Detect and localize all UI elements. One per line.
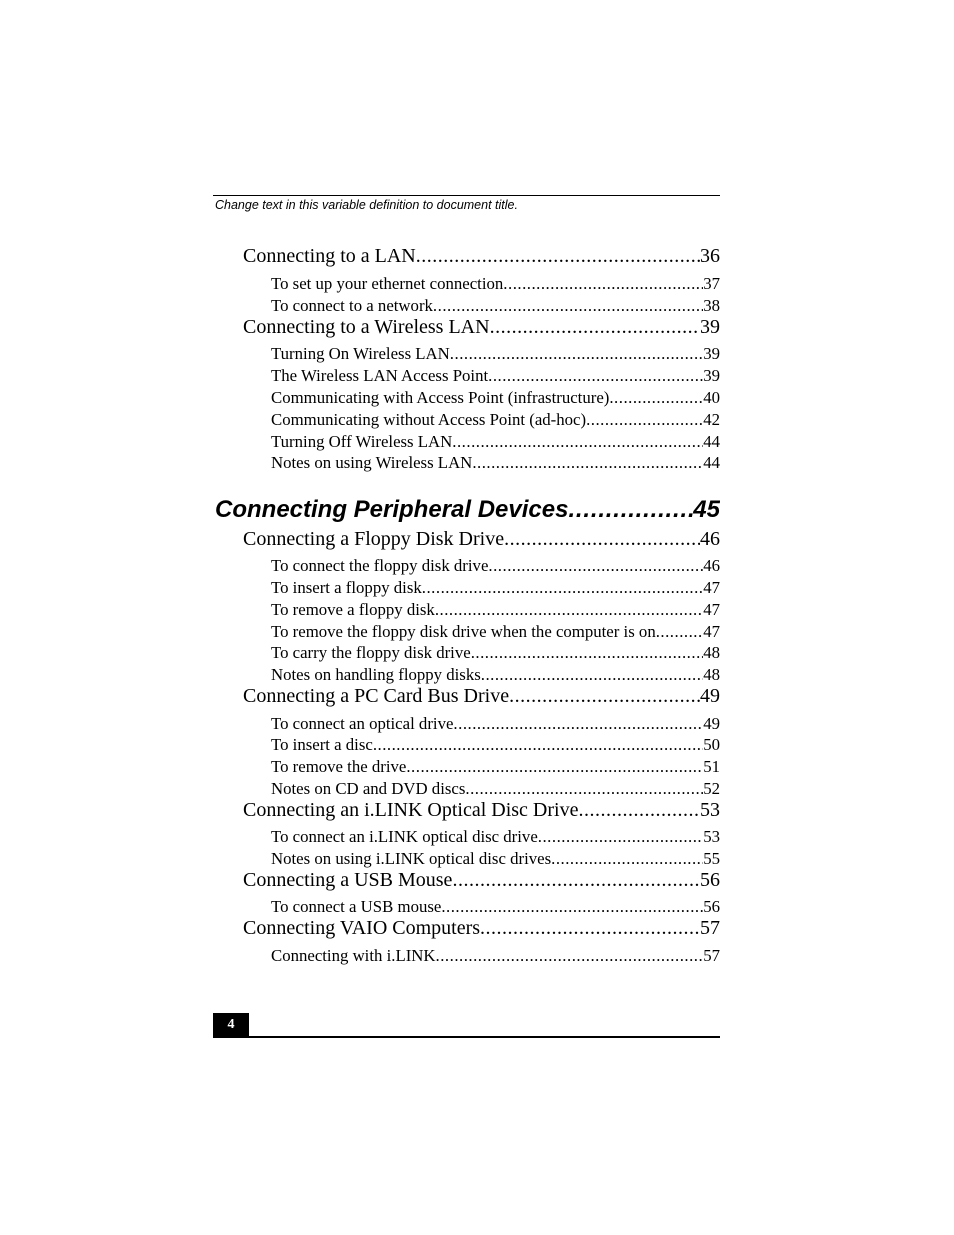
toc-entry-title: Connecting Peripheral Devices [215, 496, 569, 523]
toc-leader [488, 556, 703, 576]
toc-entry[interactable] [271, 344, 720, 364]
toc-entry-page: 48 [703, 665, 720, 684]
toc-entry[interactable] [271, 779, 720, 799]
toc-entry-page: 46 [700, 528, 720, 550]
toc-entry-title: To remove the floppy disk drive when the computer is on [271, 622, 656, 641]
toc-entry-page: 45 [693, 496, 720, 523]
toc-entry[interactable] [271, 556, 720, 576]
toc-entry[interactable] [243, 245, 720, 268]
toc-entry[interactable] [243, 685, 720, 708]
toc-entry-page: 48 [703, 643, 720, 662]
toc-leader [450, 344, 703, 364]
toc-entry[interactable] [271, 600, 720, 620]
toc-entry-title: Notes on using Wireless LAN [271, 453, 473, 472]
toc-entry-title: Turning On Wireless LAN [271, 344, 450, 363]
toc-entry-page: 36 [700, 245, 720, 267]
toc-entry-title: Turning Off Wireless LAN [271, 432, 453, 451]
toc-leader [578, 799, 700, 822]
toc-entry-title: Connecting a Floppy Disk Drive [243, 528, 505, 550]
toc-entry-page: 52 [703, 779, 720, 798]
toc-entry-title: Notes on using i.LINK optical disc drives [271, 849, 552, 868]
toc-entry[interactable] [243, 917, 720, 940]
toc-entry-title: Communicating with Access Point (infrastructure) [271, 388, 610, 407]
toc-entry[interactable] [271, 296, 720, 316]
toc-leader [465, 779, 703, 799]
toc-entry[interactable] [271, 578, 720, 598]
toc-leader [453, 714, 703, 734]
toc-entry-page: 39 [703, 344, 720, 363]
toc-entry-title: Connecting a PC Card Bus Drive [243, 685, 510, 707]
toc-entry-title: Connecting to a Wireless LAN [243, 316, 490, 338]
toc-leader [490, 316, 700, 339]
toc-entry-page: 50 [703, 735, 720, 754]
toc-leader [435, 600, 703, 620]
toc-leader [480, 917, 700, 940]
toc-leader [416, 245, 700, 268]
toc-entry-title: Notes on CD and DVD discs [271, 779, 466, 798]
toc-entry[interactable] [271, 665, 720, 685]
toc-leader [406, 757, 703, 777]
toc-entry-title: Connecting with i.LINK [271, 946, 436, 965]
toc-leader [504, 528, 700, 551]
toc-leader [551, 849, 703, 869]
toc-entry-title: To connect an optical drive [271, 714, 454, 733]
toc-entry[interactable] [271, 714, 720, 734]
toc-entry[interactable] [271, 827, 720, 847]
toc-entry-page: 49 [703, 714, 720, 733]
toc-entry[interactable] [243, 869, 720, 892]
toc-chapter-heading[interactable] [215, 496, 720, 524]
footer-rule [213, 1036, 720, 1038]
toc-entry-page: 57 [700, 917, 720, 939]
toc-entry-page: 47 [703, 600, 720, 619]
toc-entry-page: 38 [703, 296, 720, 315]
toc-entry-title: To connect an i.LINK optical disc drive [271, 827, 538, 846]
toc-entry[interactable] [271, 366, 720, 386]
toc-entry[interactable] [271, 849, 720, 869]
toc-entry[interactable] [271, 946, 720, 966]
toc-leader [656, 622, 704, 642]
toc-leader [471, 643, 704, 663]
toc-entry[interactable] [243, 316, 720, 339]
toc-entry[interactable] [271, 897, 720, 917]
toc-entry[interactable] [271, 388, 720, 408]
toc-entry-title: Connecting to a LAN [243, 245, 416, 267]
toc-leader [373, 735, 703, 755]
toc-entry[interactable] [243, 528, 720, 551]
running-header: Change text in this variable definition to document title. [215, 198, 518, 212]
toc-entry-page: 56 [700, 869, 720, 891]
toc-entry-page: 57 [703, 946, 720, 965]
toc-entry-page: 46 [703, 556, 720, 575]
toc-entry[interactable] [271, 757, 720, 777]
toc-leader [472, 453, 703, 473]
toc-leader [503, 274, 703, 294]
toc-entry-page: 53 [700, 799, 720, 821]
toc-entry-title: To remove the drive [271, 757, 407, 776]
toc-entry-title: To connect the floppy disk drive [271, 556, 489, 575]
toc-leader [538, 827, 703, 847]
toc-entry[interactable] [271, 643, 720, 663]
toc-entry-title: Connecting an i.LINK Optical Disc Drive [243, 799, 579, 821]
toc-entry-page: 47 [703, 578, 720, 597]
toc-entry-page: 42 [703, 410, 720, 429]
toc-entry-title: To set up your ethernet connection [271, 274, 504, 293]
toc-leader [481, 665, 703, 685]
toc-entry-page: 47 [703, 622, 720, 641]
toc-entry-page: 37 [703, 274, 720, 293]
toc-entry[interactable] [243, 799, 720, 822]
toc-leader [586, 410, 703, 430]
toc-entry-page: 39 [703, 366, 720, 385]
toc-entry[interactable] [271, 274, 720, 294]
toc-entry-page: 39 [700, 316, 720, 338]
toc-entry-title: The Wireless LAN Access Point [271, 366, 489, 385]
toc-entry[interactable] [271, 622, 720, 642]
toc-entry[interactable] [271, 453, 720, 473]
toc-entry-page: 55 [703, 849, 720, 868]
toc-entry-page: 44 [703, 432, 720, 451]
toc-leader [441, 897, 703, 917]
toc-entry[interactable] [271, 432, 720, 452]
toc-entry-title: To connect a USB mouse [271, 897, 442, 916]
toc-entry-title: To insert a disc [271, 735, 373, 754]
toc-entry-page: 49 [700, 685, 720, 707]
toc-leader [436, 946, 704, 966]
toc-entry-title: Connecting a USB Mouse [243, 869, 453, 891]
toc-entry-title: Notes on handling floppy disks [271, 665, 481, 684]
toc-entry-page: 40 [703, 388, 720, 407]
toc-entry[interactable] [271, 410, 720, 430]
toc-entry[interactable] [271, 735, 720, 755]
toc-leader [509, 685, 700, 708]
toc-entry-page: 44 [703, 453, 720, 472]
toc-entry-title: Communicating without Access Point (ad-hoc) [271, 410, 587, 429]
page-number: 4 [213, 1013, 249, 1036]
toc-leader [609, 388, 703, 408]
toc-entry-title: To insert a floppy disk [271, 578, 422, 597]
toc-leader [422, 578, 703, 598]
toc-leader [568, 496, 693, 524]
toc-leader [433, 296, 703, 316]
toc-entry-title: To carry the floppy disk drive [271, 643, 471, 662]
toc-entry-page: 53 [703, 827, 720, 846]
toc-leader [452, 432, 703, 452]
toc-entry-page: 56 [703, 897, 720, 916]
toc-entry-title: To connect to a network [271, 296, 433, 315]
toc-entry-page: 51 [703, 757, 720, 776]
toc-entry-title: To remove a floppy disk [271, 600, 435, 619]
toc-entry-title: Connecting VAIO Computers [243, 917, 481, 939]
toc-leader [452, 869, 700, 892]
toc-leader [488, 366, 703, 386]
